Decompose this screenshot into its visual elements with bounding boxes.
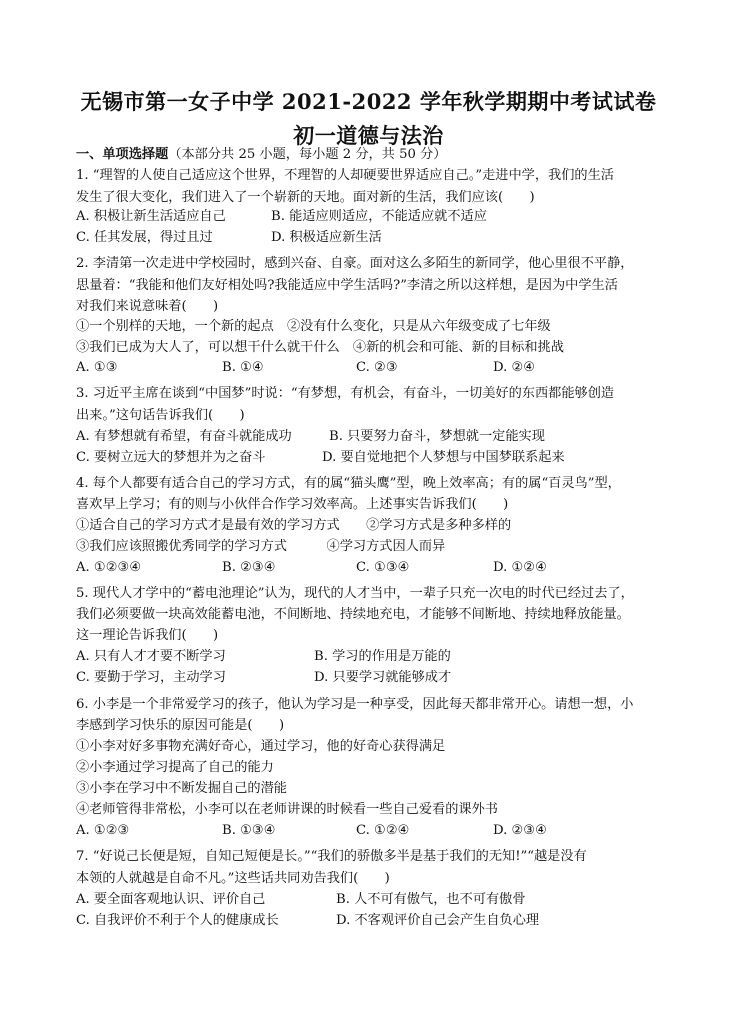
question-2-option-b: B. ①④ <box>222 360 264 375</box>
question-2-stem: 思量着：“我能和他们友好相处吗?我能适应中学生活吗?”李清之所以这样想，是因为中学生活 <box>76 278 618 293</box>
question-7-stem: 本领的人就越是自命不凡。”这些话共同劝告我们( ) <box>76 871 390 886</box>
question-5-stem: 我们必须要做一块高效能蓄电池，不间断地、持续地充电，才能够不间断地、持续地释放能量。 <box>76 607 630 622</box>
question-1-option-a: A. 积极让新生活适应自己 <box>76 209 226 224</box>
question-6-option-b: B. ①③④ <box>222 823 276 838</box>
question-4-stem: 喜欢早上学习；有的则与小伙伴合作学习效率高。上述事实告诉我们( ) <box>76 497 509 512</box>
question-2-option-a: A. ①③ <box>76 360 118 375</box>
question-5-stem: 这一理论告诉我们( ) <box>76 628 219 643</box>
question-3-stem: 3. 习近平主席在谈到“中国梦”时说：“有梦想，有机会，有奋斗，一切美好的东西都能够创造 <box>76 386 615 401</box>
question-3-option-b: B. 只要努力奋斗，梦想就一定能实现 <box>329 429 545 444</box>
question-7-option-a: A. 要全面客观地认识、评价自己 <box>76 892 266 907</box>
question-7-option-c: C. 自我评价不利于个人的健康成长 <box>76 913 279 928</box>
question-4-option-b: B. ②③④ <box>222 560 276 575</box>
section-title: 一、单项选择题 <box>76 147 169 162</box>
question-6-option-d: D. ②③④ <box>493 823 547 838</box>
question-4-option-c: C. ①③④ <box>356 560 410 575</box>
question-1-option-d: D. 积极适应新生活 <box>271 230 382 245</box>
question-3-stem: 出来。”这句话告诉我们( ) <box>76 408 245 423</box>
question-6-stem: 李感到学习快乐的原因可能是( ) <box>76 718 285 733</box>
question-2-option-c: C. ②③ <box>356 360 398 375</box>
question-4-statement: ③我们应该照搬优秀同学的学习方式 ④学习方式因人而异 <box>76 539 446 554</box>
question-7-stem: 7. “好说己长便是短，自知己短便是长。”“我们的骄傲多半是基于我们的无知!”“越是没有 <box>76 849 587 864</box>
question-1-stem: 1. “理智的人使自己适应这个世界，不理智的人却硬要世界适应自己。”走进中学，我们的生活 <box>76 168 614 183</box>
question-6-option-c: C. ①②④ <box>356 823 410 838</box>
question-4-option-d: D. ①②④ <box>493 560 547 575</box>
question-1-option-c: C. 任其发展，得过且过 <box>76 230 213 245</box>
question-5-option-c: C. 要勤于学习，主动学习 <box>76 670 226 685</box>
section-note: （本部分共 25 小题，每小题 2 分，共 50 分） <box>168 147 447 162</box>
question-2-statement: ①一个别样的天地，一个新的起点 ②没有什么变化，只是从六年级变成了七年级 <box>76 319 551 334</box>
exam-title: 无锡市第一女子中学 2021-2022 学年秋学期期中考试试卷 <box>80 89 657 114</box>
question-5-option-b: B. 学习的作用是万能的 <box>314 649 451 664</box>
question-6-statement: ③小李在学习中不断发掘自己的潜能 <box>76 781 287 796</box>
question-5-option-d: D. 只要学习就能够成才 <box>314 670 452 685</box>
question-3-option-a: A. 有梦想就有希望，有奋斗就能成功 <box>76 429 292 444</box>
question-7-option-b: B. 人不可有傲气，也不可有傲骨 <box>336 892 526 907</box>
question-2-stem: 对我们来说意味着( ) <box>76 299 219 314</box>
question-2-stem: 2. 李清第一次走进中学校园时，感到兴奋、自豪。面对这么多陌生的新同学，他心里很不平静， <box>76 256 634 271</box>
question-4-statement: ①适合自己的学习方式才是最有效的学习方式 ②学习方式是多种多样的 <box>76 518 512 533</box>
question-6-stem: 6. 小李是一个非常爱学习的孩子，他认为学习是一种享受，因此每天都非常开心。请想一想，小 <box>76 697 634 712</box>
question-6-statement: ①小李对好多事物充满好奇心，通过学习，他的好奇心获得满足 <box>76 739 446 754</box>
question-6-statement: ②小李通过学习提高了自己的能力 <box>76 760 274 775</box>
question-4-option-a: A. ①②③④ <box>76 560 142 575</box>
question-3-option-d: D. 要自觉地把个人梦想与中国梦联系起来 <box>322 450 565 465</box>
question-4-stem: 4. 每个人都要有适合自己的学习方式，有的属“猫头鹰”型，晚上效率高；有的属“百灵鸟”型， <box>76 476 621 491</box>
question-6-statement: ④老师管得非常松，小李可以在老师讲课的时候看一些自己爱看的课外书 <box>76 802 498 817</box>
question-5-option-a: A. 只有人才才要不断学习 <box>76 649 226 664</box>
section-heading <box>76 147 446 163</box>
question-2-option-d: D. ②④ <box>493 360 536 375</box>
question-7-option-d: D. 不客观评价自己会产生自负心理 <box>336 913 540 928</box>
question-1-stem: 发生了很大变化，我们进入了一个崭新的天地。面对新的生活，我们应该( ) <box>76 190 535 205</box>
question-3-option-c: C. 要树立远大的梦想并为之奋斗 <box>76 450 266 465</box>
question-6-option-a: A. ①②③ <box>76 823 130 838</box>
exam-subject: 初一道德与法治 <box>293 123 444 148</box>
question-5-stem: 5. 现代人才学中的“蓄电池理论”认为，现代的人才当中，一辈子只充一次电的时代已经过去了， <box>76 586 634 601</box>
question-1-option-b: B. 能适应则适应，不能适应就不适应 <box>271 209 487 224</box>
question-2-statement: ③我们已成为大人了，可以想干什么就干什么 ④新的机会和可能、新的目标和挑战 <box>76 340 564 355</box>
